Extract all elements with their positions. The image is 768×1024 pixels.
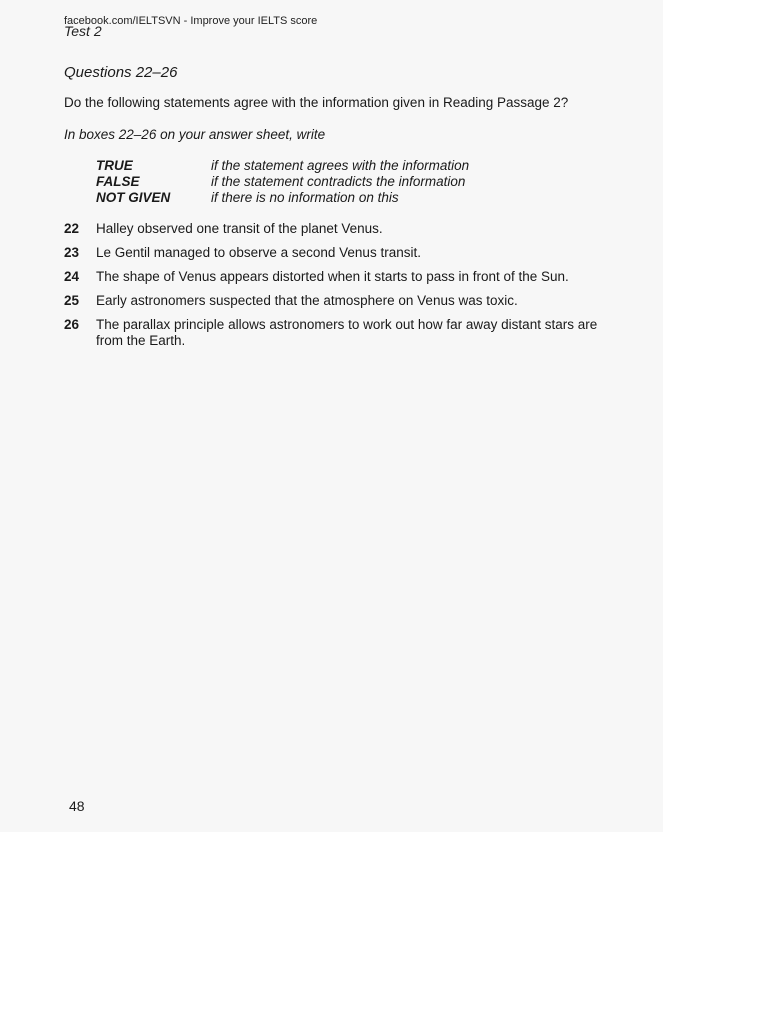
statement-number: 22	[64, 221, 80, 236]
statement-text: Le Gentil managed to observe a second Venus transit.	[96, 245, 421, 260]
statement-text: The parallax principle allows astronomers to work out how far away distant stars are from the Earth.	[96, 317, 598, 348]
sub-instruction-text: In boxes 22–26 on your answer sheet, write	[64, 127, 326, 142]
statement-text: Early astronomers suspected that the atmosphere on Venus was toxic.	[96, 293, 518, 308]
key-term: TRUE	[96, 158, 133, 173]
statement-number: 23	[64, 245, 80, 260]
instruction-text: Do the following statements agree with the information given in Reading Passage 2?	[64, 95, 569, 110]
statement-item	[64, 221, 624, 237]
statement-item	[64, 293, 624, 309]
statement-text: Halley observed one transit of the planet Venus.	[96, 221, 383, 236]
key-definition: if there is no information on this	[211, 190, 399, 205]
statement-item	[64, 245, 624, 261]
key-definition: if the statement contradicts the information	[211, 174, 466, 189]
header-url: facebook.com/IELTSVN - Improve your IELTS score	[64, 15, 318, 27]
test-label: Test 2	[64, 23, 102, 39]
statement-number: 26	[64, 317, 80, 332]
statement-number: 25	[64, 293, 80, 308]
page-number: 48	[69, 798, 85, 814]
statement-number: 24	[64, 269, 80, 284]
questions-title: Questions 22–26	[64, 64, 178, 81]
statement-list	[64, 221, 624, 357]
statement-text: The shape of Venus appears distorted when it starts to pass in front of the Sun.	[96, 269, 569, 284]
key-term: FALSE	[96, 174, 140, 189]
statement-item	[64, 269, 624, 285]
key-term: NOT GIVEN	[96, 190, 171, 205]
key-definition: if the statement agrees with the information	[211, 158, 470, 173]
statement-item	[64, 317, 624, 349]
